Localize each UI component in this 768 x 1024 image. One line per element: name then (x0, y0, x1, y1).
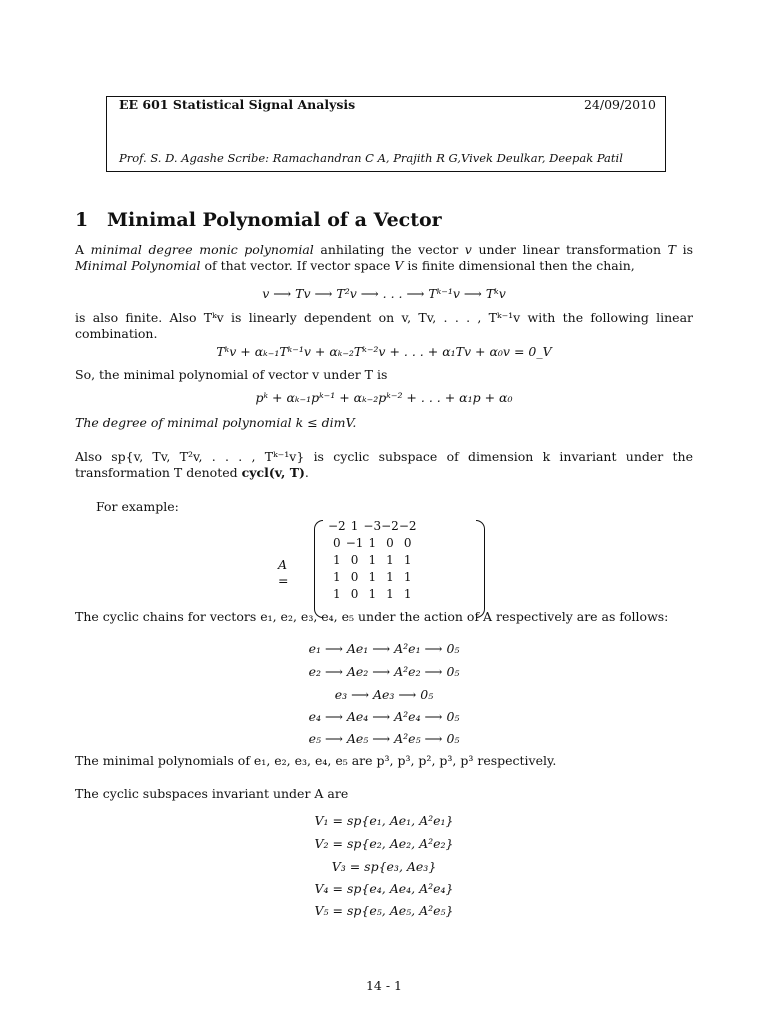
matrix-cell: 1 (368, 569, 377, 584)
matrix-cell: 1 (368, 552, 377, 567)
lecture-authors: Prof. S. D. Agashe Scribe: Ramachandran C A, Prajith R G,Vivek Deulkar, Deepak Patil (119, 151, 623, 165)
section-title: Minimal Polynomial of a Vector (107, 209, 442, 231)
matrix-cell: 1 (350, 518, 359, 533)
paragraph-finite: is also finite. Also Tᵏv is linearly dependent on v, Tv, . . . , Tᵏ⁻¹v with the following linear combination. (75, 310, 693, 342)
matrix-cell: 0 (386, 535, 394, 550)
section-heading (75, 208, 442, 233)
paragraph-cyclic-subspaces: The cyclic subspaces invariant under A are (75, 786, 349, 801)
matrix-cell: 1 (333, 552, 341, 567)
paragraph-minimal-polynomials: The minimal polynomials of e₁, e₂, e₃, e₄, e₅ are p³, p³, p², p³, p³ respectively. (75, 753, 557, 768)
matrix-label: A = (278, 557, 289, 589)
matrix-cell: 0 (350, 552, 359, 567)
matrix-cell: 1 (386, 586, 394, 601)
section-number: 1 (75, 209, 89, 231)
matrix-cell: 1 (333, 569, 341, 584)
page-number: 14 - 1 (365, 978, 403, 993)
matrix-cell: 0 (403, 535, 412, 550)
chain-e5: e₅ ⟶ Ae₅ ⟶ A²e₅ ⟶ 0₅ (308, 731, 460, 746)
subspace-v5: V₅ = sp{e₅, Ae₅, A²e₅} (314, 903, 454, 918)
subspace-v3: V₃ = sp{e₃, Ae₃} (331, 859, 437, 874)
equation-linear-combination: Tᵏv + αₖ₋₁Tᵏ⁻¹v + αₖ₋₂Tᵏ⁻²v + . . . + α₁Tv + α₀v = 0_V (216, 344, 552, 359)
matrix-right-paren (476, 520, 485, 618)
subspace-v1: V₁ = sp{e₁, Ae₁, A²e₁} (314, 813, 454, 828)
matrix-cell: −2 (381, 518, 399, 533)
course-title: EE 601 Statistical Signal Analysis (119, 97, 356, 112)
matrix-left-paren (314, 520, 323, 618)
chain-e1: e₁ ⟶ Ae₁ ⟶ A²e₁ ⟶ 0₅ (308, 641, 460, 656)
subspace-v4: V₄ = sp{e₄, Ae₄, A²e₄} (314, 881, 454, 896)
matrix-cell: −3 (363, 518, 382, 533)
matrix-cell: −1 (345, 535, 364, 550)
matrix-cell: 0 (350, 569, 359, 584)
paragraph-so: So, the minimal polynomial of vector v under T is (75, 367, 388, 382)
matrix-cell: 1 (386, 552, 394, 567)
matrix-cell: 1 (333, 586, 341, 601)
subspace-v2: V₂ = sp{e₂, Ae₂, A²e₂} (314, 836, 454, 851)
matrix-cell: 1 (368, 586, 377, 601)
equation-minimal-polynomial: pᵏ + αₖ₋₁pᵏ⁻¹ + αₖ₋₂pᵏ⁻² + . . . + α₁p + α₀ (255, 390, 513, 405)
matrix-table (328, 518, 417, 603)
chain-e2: e₂ ⟶ Ae₂ ⟶ A²e₂ ⟶ 0₅ (308, 664, 460, 679)
chain-e4: e₄ ⟶ Ae₄ ⟶ A²e₄ ⟶ 0₅ (308, 709, 460, 724)
paragraph-cyclic-subspace: Also sp{v, Tv, T²v, . . . , Tᵏ⁻¹v} is cyclic subspace of dimension k invariant under the transformation T denoted cycl(v, T). (75, 449, 693, 481)
intro-paragraph: A minimal degree monic polynomial anhilating the vector v under linear transformation T is Minimal Polynomial of that vector. If vector space V is finite dimensional then the chain, (75, 242, 693, 274)
equation-chain: v ⟶ Tv ⟶ T²v ⟶ . . . ⟶ Tᵏ⁻¹v ⟶ Tᵏv (262, 286, 506, 301)
matrix-cell: 1 (403, 586, 412, 601)
matrix-cell: 0 (333, 535, 341, 550)
matrix-cell: 1 (403, 552, 412, 567)
matrix-cell: 1 (368, 535, 377, 550)
matrix-cell: 1 (386, 569, 394, 584)
matrix-cell: −2 (398, 518, 417, 533)
matrix-cell: 0 (350, 586, 359, 601)
matrix-cell: 1 (403, 569, 412, 584)
chain-e3: e₃ ⟶ Ae₃ ⟶ 0₅ (334, 687, 434, 702)
matrix-cell: −2 (328, 518, 346, 533)
paragraph-cyclic-chains: The cyclic chains for vectors e₁, e₂, e₃, e₄, e₅ under the action of A respectively are as follows: (75, 609, 669, 624)
degree-note: The degree of minimal polynomial k ≤ dimV. (75, 415, 357, 430)
lecture-date: 24/09/2010 (583, 97, 656, 112)
example-label: For example: (96, 499, 179, 514)
